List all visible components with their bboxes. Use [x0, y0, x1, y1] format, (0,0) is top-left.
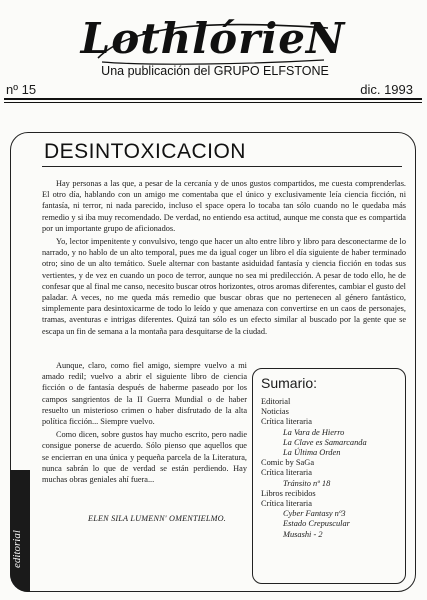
issue-date: dic. 1993: [360, 82, 413, 97]
section-label: editorial: [11, 530, 23, 568]
title-underline: [42, 166, 402, 167]
magazine-logo: LothlórieN: [80, 14, 346, 63]
article-title: DESINTOXICACION: [44, 140, 246, 163]
article-body-column: [42, 360, 247, 487]
summary-box: [252, 368, 406, 584]
summary-item: Cyber Fantasy nº3: [283, 509, 346, 519]
article-paragraph: Hay personas a las que, a pesar de la cercanía y de unos gustos compartidos, me cuesta comprenderlas. El otro día, hablando con un amigo me comentaba que el único y exclusivamente leía ciencia ficción, ni fantasía, ni terror, ni nada parecido, incluso el space opera lo tocaba tan sólo cuando no le quedaba más remedio y si iba muy recomendado. De verdad, no entiendo esa actitud, aunque me consta que es compartida por un importante grupo de aficionados.: [42, 179, 406, 233]
masthead-rule-thick: [4, 98, 422, 100]
summary-item: La Clave es Samarcanda: [283, 437, 367, 447]
issue-number: nº 15: [6, 82, 37, 97]
article-paragraph: Como dicen, sobre gustos hay mucho escrito, pero nadie consigue ponerse de acuerdo. Sólo pienso que aquellos que se encierran en una única y pequeña parcela de la Literatura, nunca sabrán lo que de verdad se están perdiendo. Hay muchas obras geniales ahí fuera...: [42, 430, 247, 485]
article-paragraph: Yo, lector impenitente y convulsivo, tengo que hacer un alto entre libro y libro para desconectarme de lo narrado, y no hablo de un alto temporal, pues me da igual coger un libro el día siguiente de haber terminado otro; sino de un alto temático. Suele alternar con bastante asiduidad fantasía y ciencia ficción en todas sus vertientes, y de vez en cuando un poco de terror, aunque no sea mi predilección. A pesar de todo ello, he de confesar que al final me canso, necesito buscar otros horizontes, otros aromas diferentes, cambiar el gusto del paladar. A veces, no me queda más remedio que buscar obras que no pertenecen al género fantástico, simplemente para desintoxicarme de todo lo leído y que amenaza con convertirse en un caos de personajes, tramas, aventuras e intrigas diferentes. Quizá tan sólo es un efecto similar al buscado por la gente que se escapa un fin de semana a la montaña para desquitarse de la ciudad.: [42, 237, 406, 336]
summary-item: Editorial: [261, 397, 291, 406]
summary-item: Crítica literaria: [261, 468, 312, 478]
article-paragraph: Aunque, claro, como fiel amigo, siempre vuelvo a mi amado redil; vuelvo a abrir el siguiente libro de ciencia ficción o de fantasía después de haberme paseado por los campos sangrientos de la II Guerra Mundial o de haber resuelto un misterioso crimen o haber disfrutado de la alta política ficción... Siempre vuelvo.: [42, 361, 247, 427]
summary-item: La Última Orden: [283, 448, 341, 458]
summary-item: Noticias: [261, 407, 289, 417]
masthead-rule-thin: [4, 102, 422, 103]
article-body-full-width: [42, 178, 406, 339]
summary-list: [261, 397, 397, 540]
summary-item: Comic by SaGa: [261, 458, 315, 468]
summary-item: Estado Crepuscular: [283, 519, 350, 529]
summary-item: Crítica literaria: [261, 499, 312, 509]
summary-item: Crítica literaria: [261, 417, 312, 427]
masthead: [0, 0, 427, 112]
article-signature: ELEN SILA LUMENN' OMENTIELMO.: [88, 514, 226, 523]
publisher-subtitle: Una publicación del GRUPO ELFSTONE: [101, 64, 329, 78]
summary-item: Tránsito nº 18: [283, 478, 331, 488]
summary-item: Musashi - 2: [283, 529, 323, 539]
summary-item: Libros recibidos: [261, 488, 316, 498]
summary-title: Sumario:: [261, 375, 318, 391]
summary-item: La Vara de Hierro: [283, 427, 345, 437]
